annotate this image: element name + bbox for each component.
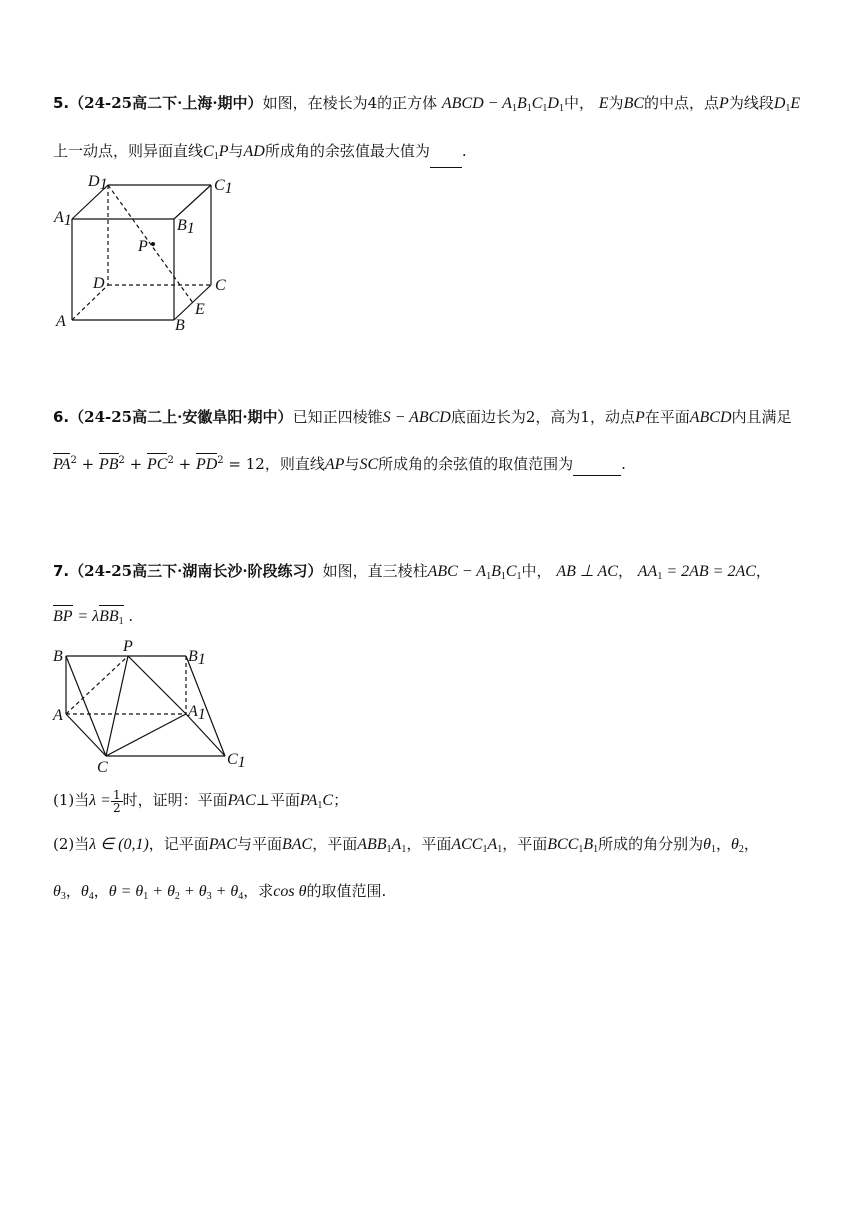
q5-text1: 如图，在棱长为4的正方体 <box>262 94 438 112</box>
label-A: A <box>53 707 63 724</box>
q7-part2a: (2)当 <box>53 835 90 853</box>
segment-AP <box>66 656 128 714</box>
q5-line2a: 上一动点，则异面直线 <box>53 142 204 160</box>
q7-part3b: 的取值范围. <box>306 882 387 900</box>
q5-number: 5. <box>53 94 70 112</box>
q7-part1d: ； <box>333 791 349 809</box>
label-P: P <box>123 638 133 655</box>
q7-text4: ， <box>755 562 771 580</box>
q7-part2g: 所成的角分别为 <box>598 835 704 853</box>
vec-PD: PD <box>196 454 217 476</box>
q7-number: 7. <box>53 562 70 580</box>
q5-end: . <box>461 142 467 160</box>
q5-line2: 上一动点，则异面直线$C_1P$与AD所成角的余弦值最大值为 . <box>53 140 467 168</box>
q6-text2: 底面边长为2，高为1，动点 <box>450 408 635 426</box>
q6-eq-rhs: = 12 <box>228 455 265 473</box>
label-B1: B1 <box>177 217 195 237</box>
label-E: E <box>195 301 205 318</box>
q5-text3: 为 <box>608 94 624 112</box>
label-C1: C1 <box>227 751 246 771</box>
label-P: P <box>138 238 148 255</box>
label-A1: A1 <box>54 209 72 229</box>
vec-PA: PA <box>53 454 70 476</box>
vec-BB1: $BB_1$ <box>99 606 124 633</box>
q5-text2: 中， <box>563 94 594 112</box>
q7-line1: 7.（24-25高三下·湖南长沙·阶段练习）如图，直三棱柱ABC − $A_1B_1C_1$中， AB ⊥ AC， $AA_1 = 2AB = 2AC$， <box>53 562 771 582</box>
label-A1: A1 <box>188 703 206 723</box>
q5-source: （24-25高二下·上海·期中） <box>69 94 263 112</box>
q7-source: （24-25高三下·湖南长沙·阶段练习） <box>69 562 323 580</box>
label-C: C <box>97 759 108 776</box>
q7-part2d: ，平面 <box>312 835 358 853</box>
q7-part1b: 时，证明：平面 <box>122 791 228 809</box>
q6-number: 6. <box>53 408 70 426</box>
edge-AC <box>66 714 106 756</box>
q7-text2: 中， <box>521 562 552 580</box>
vec-BP: BP <box>53 606 73 628</box>
segment-CA1 <box>106 714 186 756</box>
q6-text6: 与 <box>344 455 360 473</box>
q6-end: . <box>621 455 626 473</box>
q7-text3: ， <box>617 562 633 580</box>
q6-line2: $PA^2 + PB^2 + PC^2 + PD^2 = 12$，则直线AP与SC所成角的余弦值的取值范围为 . <box>53 450 626 476</box>
vec-PC: PC <box>147 454 167 476</box>
q6-text7: 所成角的余弦值的取值范围为 <box>378 455 574 473</box>
q5-text5: 为线段 <box>728 94 774 112</box>
q5-line2c: 所成角的余弦值最大值为 <box>264 142 430 160</box>
q7-part3: $\theta_3$，$\theta_4$，$\theta = \theta_1 + \theta_2 + \theta_3 + \theta_4$，求cos θ的取值范围. <box>53 882 387 902</box>
q5-cube-name: ABCD − $A_1B_1C_1D_1$ <box>441 95 564 114</box>
q7-part2b: ，记平面 <box>148 835 209 853</box>
label-C1: C1 <box>214 177 233 197</box>
label-B: B <box>53 648 63 665</box>
q7-part1c: ⊥平面 <box>255 791 300 809</box>
q7-part2f: ，平面 <box>502 835 548 853</box>
q6-text3: 在平面 <box>644 408 690 426</box>
q7-part2: (2)当λ ∈ (0,1)，记平面PAC与平面BAC，平面$ABB_1A_1$，平面$ACC_1A_1$，平面$BCC_1B_1$所成的角分别为$\theta_1$，$\theta_2$， <box>53 835 759 855</box>
q7-part2c: 与平面 <box>236 835 282 853</box>
segment-PC <box>106 656 128 756</box>
q5-text4: 的中点，点 <box>644 94 720 112</box>
q7-part3a: ，求 <box>243 882 274 900</box>
edge-BC <box>66 656 106 756</box>
label-B: B <box>175 317 185 334</box>
fraction-one-half: $\frac{1}{2}$ <box>112 787 121 815</box>
q6-line1: 6.（24-25高二上·安徽阜阳·期中）已知正四棱锥S − ABCD底面边长为2，高为1，动点P在平面ABCD内且满足 <box>53 408 792 426</box>
label-D1: D1 <box>88 173 108 193</box>
q6-source: （24-25高二上·安徽阜阳·期中） <box>69 408 293 426</box>
q6-text5: ，则直线 <box>264 455 325 473</box>
q7-text1: 如图，直三棱柱 <box>322 562 428 580</box>
q7-part2e: ，平面 <box>406 835 452 853</box>
q7-part1: (1)当λ = $\frac{1}{2}$ 时，证明：平面PAC⊥平面$PA_1C$； <box>53 787 349 815</box>
q5-line2b: 与 <box>228 142 244 160</box>
label-A: A <box>56 313 66 330</box>
q6-text4: 内且满足 <box>731 408 792 426</box>
segment-PA1 <box>128 656 186 714</box>
label-C: C <box>215 277 226 294</box>
q7-part1a: (1)当 <box>53 791 90 809</box>
q6-text1: 已知正四棱锥 <box>292 408 383 426</box>
label-D: D <box>93 275 105 292</box>
q5-line1: 5.（24-25高二下·上海·期中）如图，在棱长为4的正方体 ABCD − $A_1B_1C_1D_1$中， E为BC的中点，点P为线段$D_1E$ <box>53 94 801 114</box>
vec-PB: PB <box>99 454 119 476</box>
q7-line2: BP = λBB$_1$ . <box>53 605 133 633</box>
label-B1: B1 <box>188 648 206 668</box>
